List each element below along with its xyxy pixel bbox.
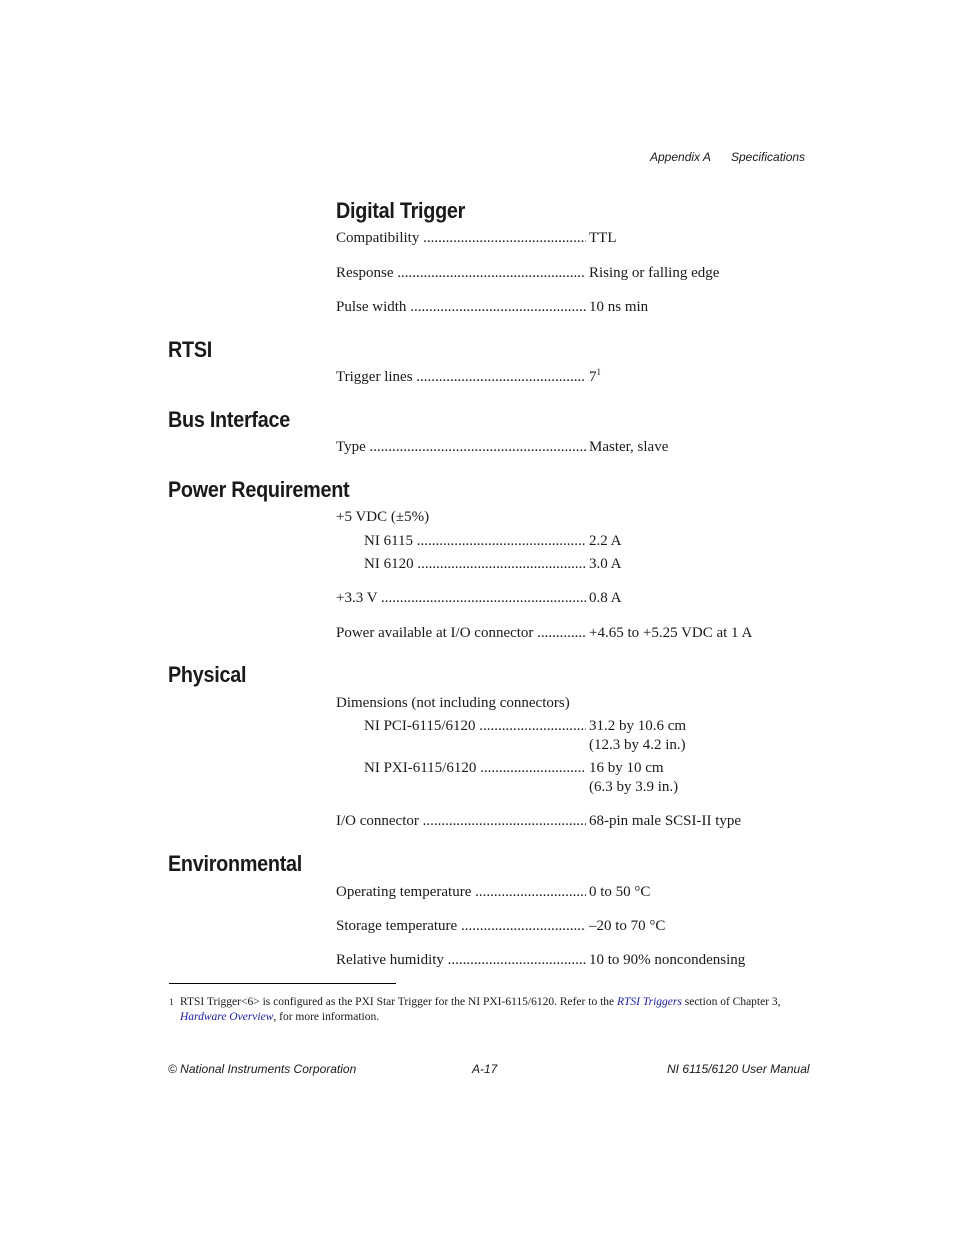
header-appendix: Appendix A xyxy=(650,150,711,164)
heading-environmental: Environmental xyxy=(168,851,303,876)
spec-label: Storage temperature ..... xyxy=(336,918,586,935)
footnote-rule xyxy=(169,983,396,984)
link-hardware-overview[interactable]: Hardware Overview xyxy=(180,1011,274,1023)
spec-label: NI PXI-6115/6120 ..... xyxy=(364,760,586,777)
heading-power-requirement: Power Requirement xyxy=(168,477,350,502)
heading-physical: Physical xyxy=(168,662,247,687)
spec-value: 3.0 A xyxy=(589,556,622,572)
spec-label: NI 6120 ..... xyxy=(364,556,586,573)
spec-label: Compatibility ..... xyxy=(336,230,586,247)
spec-label: NI 6115 ..... xyxy=(364,533,586,550)
spec-value: 31.2 by 10.6 cm xyxy=(589,718,687,734)
footnote-text-b: section of Chapter 3, xyxy=(681,996,781,1008)
spec-value: 68-pin male SCSI-II type xyxy=(589,813,742,829)
spec-value-text: 7 xyxy=(589,369,597,385)
link-rtsi-triggers[interactable]: RTSI Triggers xyxy=(617,996,682,1008)
spec-label: Response ..... xyxy=(336,265,586,282)
spec-value: 10 ns min xyxy=(589,299,649,315)
footnote-ref[interactable]: 1 xyxy=(596,367,601,377)
spec-label: Operating temperature ..... xyxy=(336,884,586,901)
spec-label: Pulse width ..... xyxy=(336,299,586,316)
spec-value-secondary: (6.3 by 3.9 in.) xyxy=(589,779,679,795)
spec-subheading-vdc: +5 VDC (±5%) xyxy=(336,509,430,525)
spec-label: NI PCI-6115/6120 ..... xyxy=(364,718,586,735)
spec-label: Type ..... xyxy=(336,439,586,456)
heading-rtsi: RTSI xyxy=(168,337,213,362)
heading-bus-interface: Bus Interface xyxy=(168,407,290,432)
spec-value: 0.8 A xyxy=(589,590,622,606)
spec-value: 2.2 A xyxy=(589,533,622,549)
spec-label: Trigger lines ..... xyxy=(336,369,586,386)
spec-value-secondary: (12.3 by 4.2 in.) xyxy=(589,737,686,753)
spec-value: 0 to 50 °C xyxy=(589,884,651,900)
footer-copyright: © National Instruments Corporation xyxy=(168,1062,357,1076)
header-section: Specifications xyxy=(731,150,806,164)
spec-label: Power available at I/O connector ..... xyxy=(336,625,586,642)
spec-label: +3.3 V ..... xyxy=(336,590,586,607)
footnote-text-a: RTSI Trigger<6> is configured as the PXI Star Trigger for the NI PXI-6115/6120. Refer to the xyxy=(180,996,617,1008)
footnote-text xyxy=(180,995,790,1025)
spec-subheading-dimensions: Dimensions (not including connectors) xyxy=(336,695,570,711)
spec-value: Master, slave xyxy=(589,439,669,455)
spec-label: Relative humidity ..... xyxy=(336,952,586,969)
spec-value: Rising or falling edge xyxy=(589,265,720,281)
footer-page-number: A-17 xyxy=(472,1062,498,1076)
spec-value: 16 by 10 cm xyxy=(589,760,664,776)
footnote-text-c: , for more information. xyxy=(273,1011,380,1023)
footer-manual-title: NI 6115/6120 User Manual xyxy=(667,1062,810,1076)
heading-digital-trigger: Digital Trigger xyxy=(336,198,466,223)
spec-value: 10 to 90% noncondensing xyxy=(589,952,746,968)
spec-value: +4.65 to +5.25 VDC at 1 A xyxy=(589,625,753,641)
footnote-number: 1 xyxy=(169,997,174,1007)
spec-value: –20 to 70 °C xyxy=(589,918,666,934)
spec-label: I/O connector ..... xyxy=(336,813,586,830)
spec-value xyxy=(589,369,601,386)
spec-value: TTL xyxy=(589,230,617,246)
